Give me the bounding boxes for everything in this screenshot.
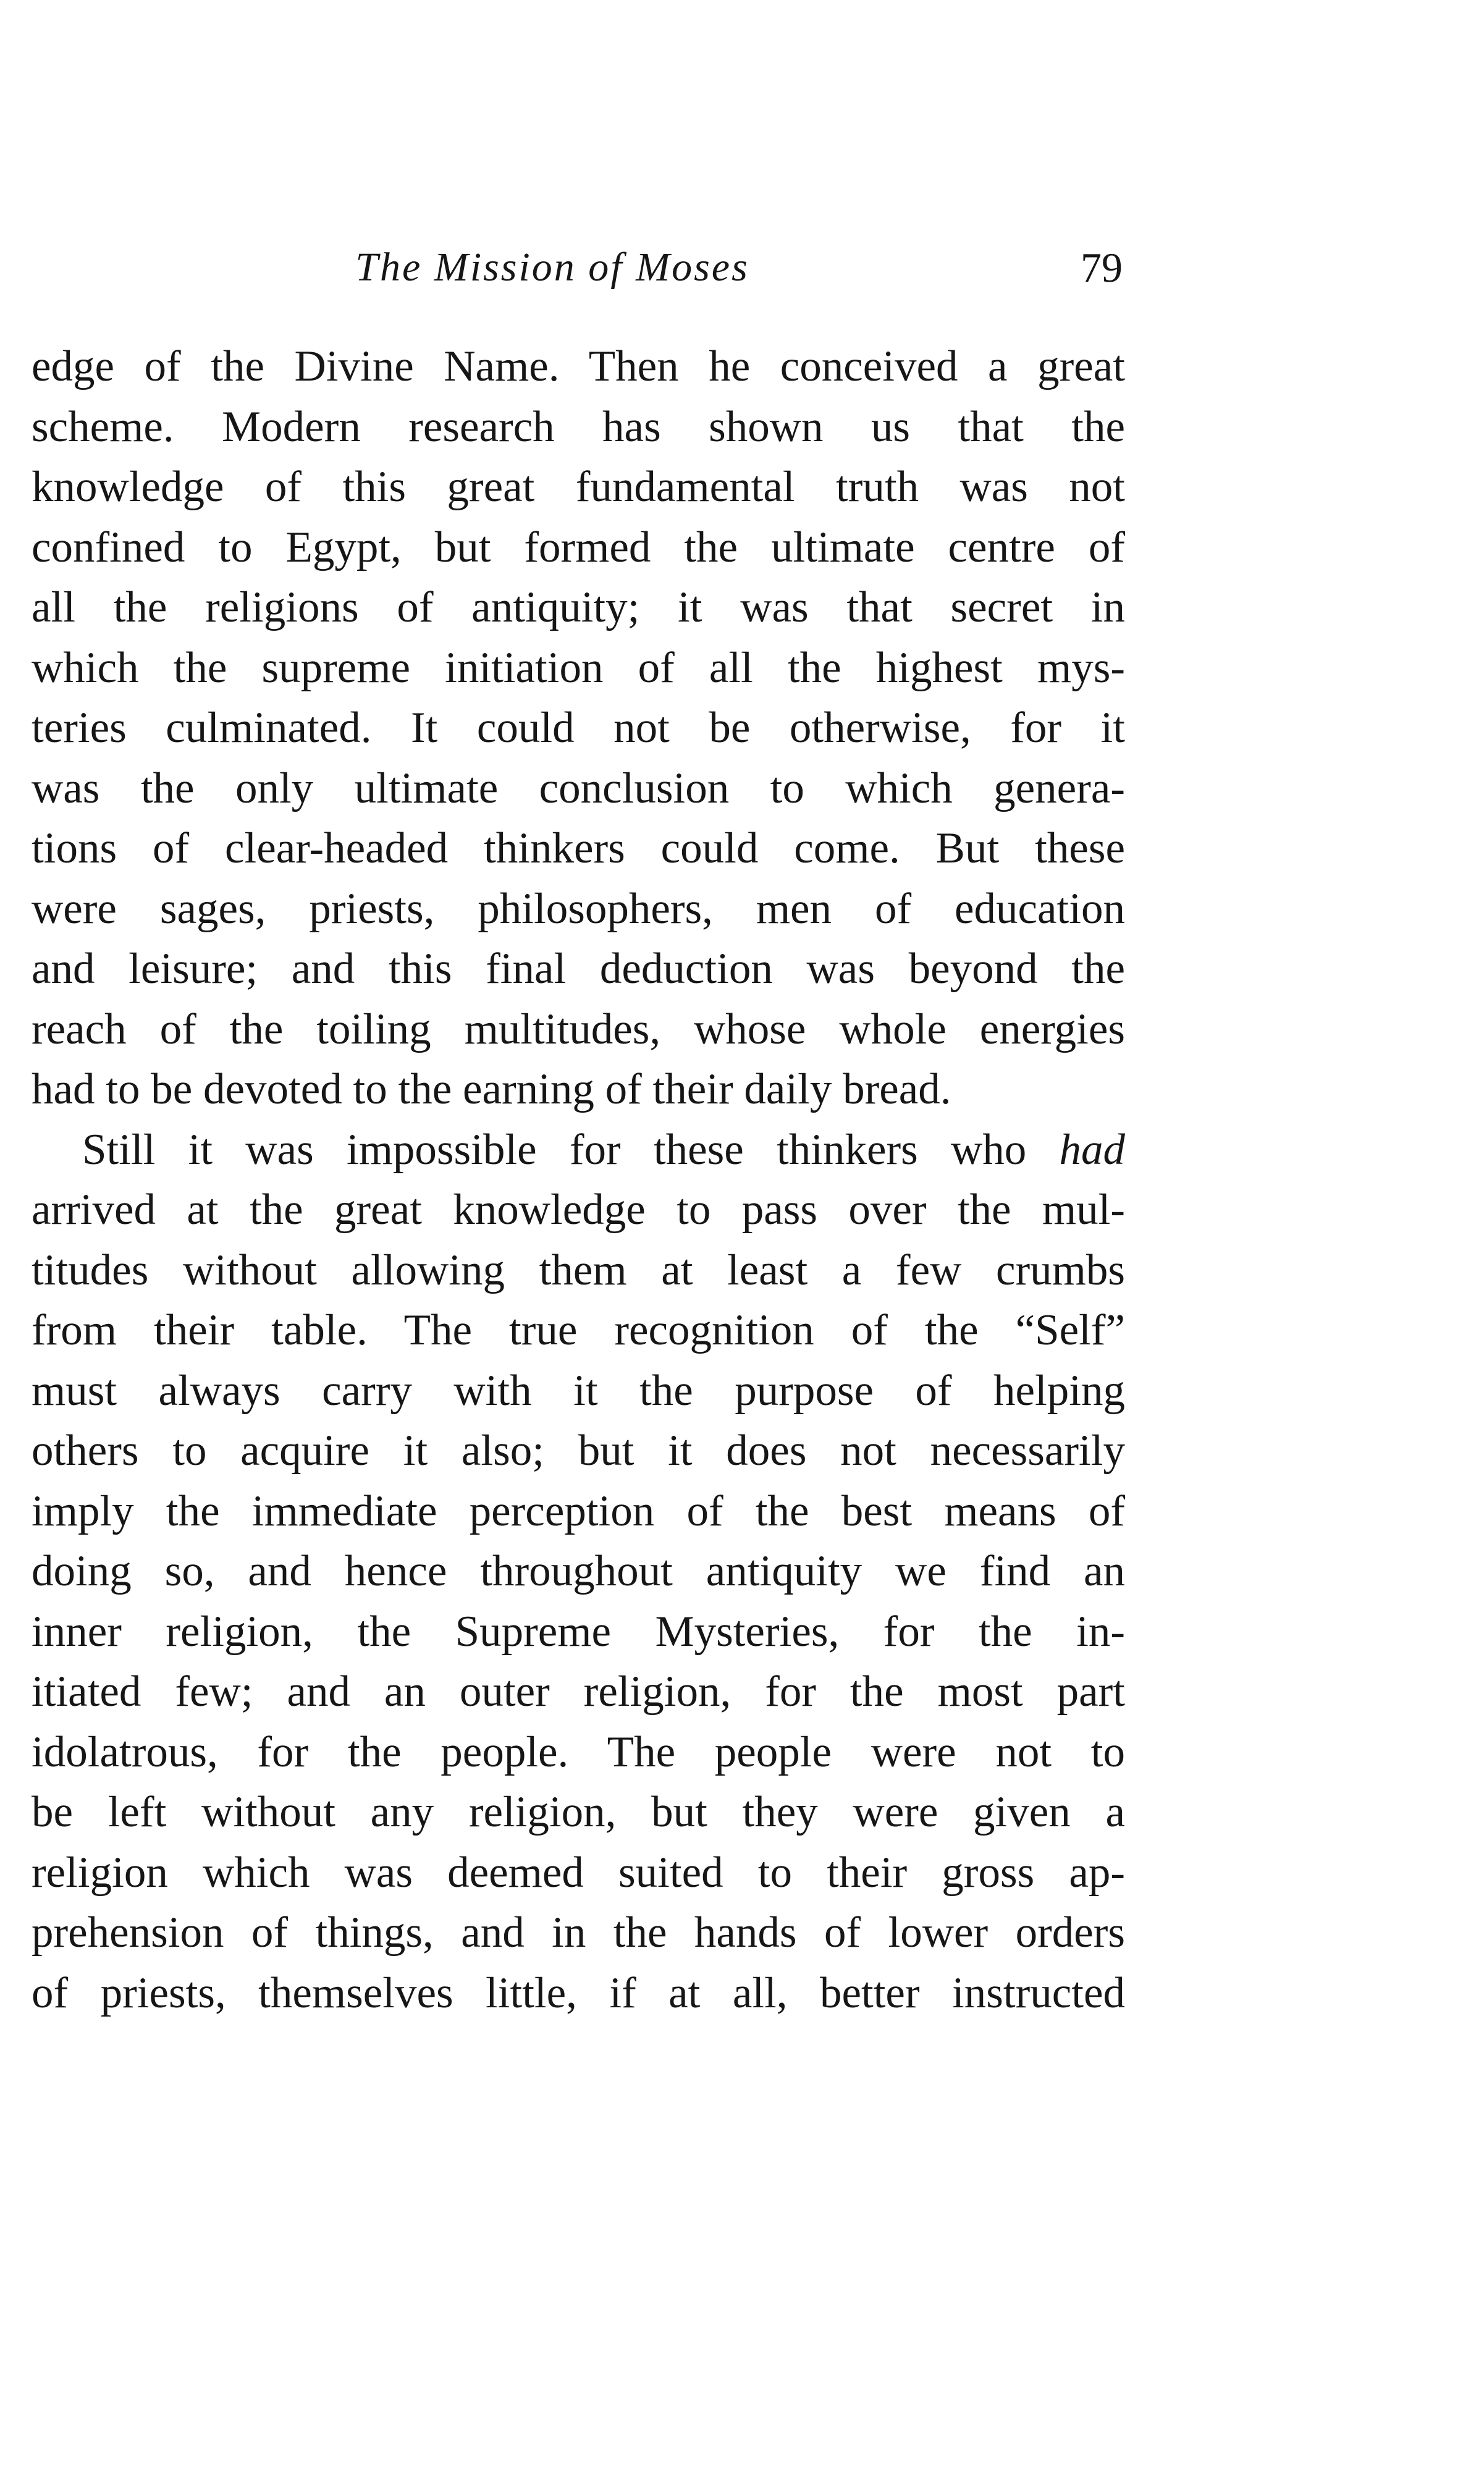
text-line: teries culminated. It could not be otherwise, for it: [32, 704, 1125, 752]
text-line: which the supreme initiation of all the highest mys-: [32, 643, 1125, 692]
text-line: all the religions of antiquity; it was that secret in: [32, 583, 1125, 631]
paragraph-1: [32, 337, 1125, 1120]
text-line: were sages, priests, philosophers, men of education: [32, 884, 1125, 933]
text-line: prehension of things, and in the hands of lower orders: [32, 1908, 1125, 1957]
text-line: from their table. The true recognition of the “Self”: [32, 1306, 1125, 1354]
running-header: [32, 240, 1123, 295]
text-line: must always carry with it the purpose of helping: [32, 1366, 1125, 1415]
italic-emphasis: had: [1059, 1125, 1125, 1174]
running-title: The Mission of Moses: [355, 245, 749, 290]
text-line: titudes without allowing them at least a few crumbs: [32, 1246, 1125, 1294]
text-line: tions of clear-headed thinkers could come. But these: [32, 824, 1125, 872]
text-line: doing so, and hence throughout antiquity we find an: [32, 1547, 1125, 1595]
text-line: idolatrous, for the people. The people were not to: [32, 1727, 1125, 1776]
text-line: knowledge of this great fundamental truth was not: [32, 463, 1125, 511]
text-line: confined to Egypt, but formed the ultimate centre of: [32, 523, 1125, 571]
text-line: arrived at the great knowledge to pass over the mul-: [32, 1186, 1125, 1234]
text-line: others to acquire it also; but it does not necessarily: [32, 1427, 1125, 1475]
text-line: reach of the toiling multitudes, whose whole energies: [32, 1005, 1125, 1053]
text-line: edge of the Divine Name. Then he conceived a great: [32, 342, 1125, 390]
text-line: scheme. Modern research has shown us that the: [32, 402, 1125, 451]
text-line: [32, 1120, 1125, 1181]
text-line-content: Still it was impossible for these thinkers who: [82, 1125, 1060, 1174]
page-number: 79: [1081, 244, 1123, 291]
text-line: imply the immediate perception of the best means of: [32, 1486, 1125, 1535]
text-line: religion which was deemed suited to their gross ap-: [32, 1848, 1125, 1897]
text-line: was the only ultimate conclusion to which genera-: [32, 764, 1125, 812]
text-line: inner religion, the Supreme Mysteries, for the in-: [32, 1607, 1125, 1656]
text-line: had to be devoted to the earning of their daily bread.: [32, 1065, 951, 1113]
text-line: of priests, themselves little, if at all, better instructed: [32, 1968, 1125, 2017]
paragraph-2: [32, 1120, 1125, 2024]
text-line: be left without any religion, but they were given a: [32, 1788, 1125, 1836]
body-text: [32, 337, 1125, 2023]
text-line: and leisure; and this final deduction was beyond the: [32, 945, 1125, 993]
text-line: itiated few; and an outer religion, for the most part: [32, 1668, 1125, 1716]
